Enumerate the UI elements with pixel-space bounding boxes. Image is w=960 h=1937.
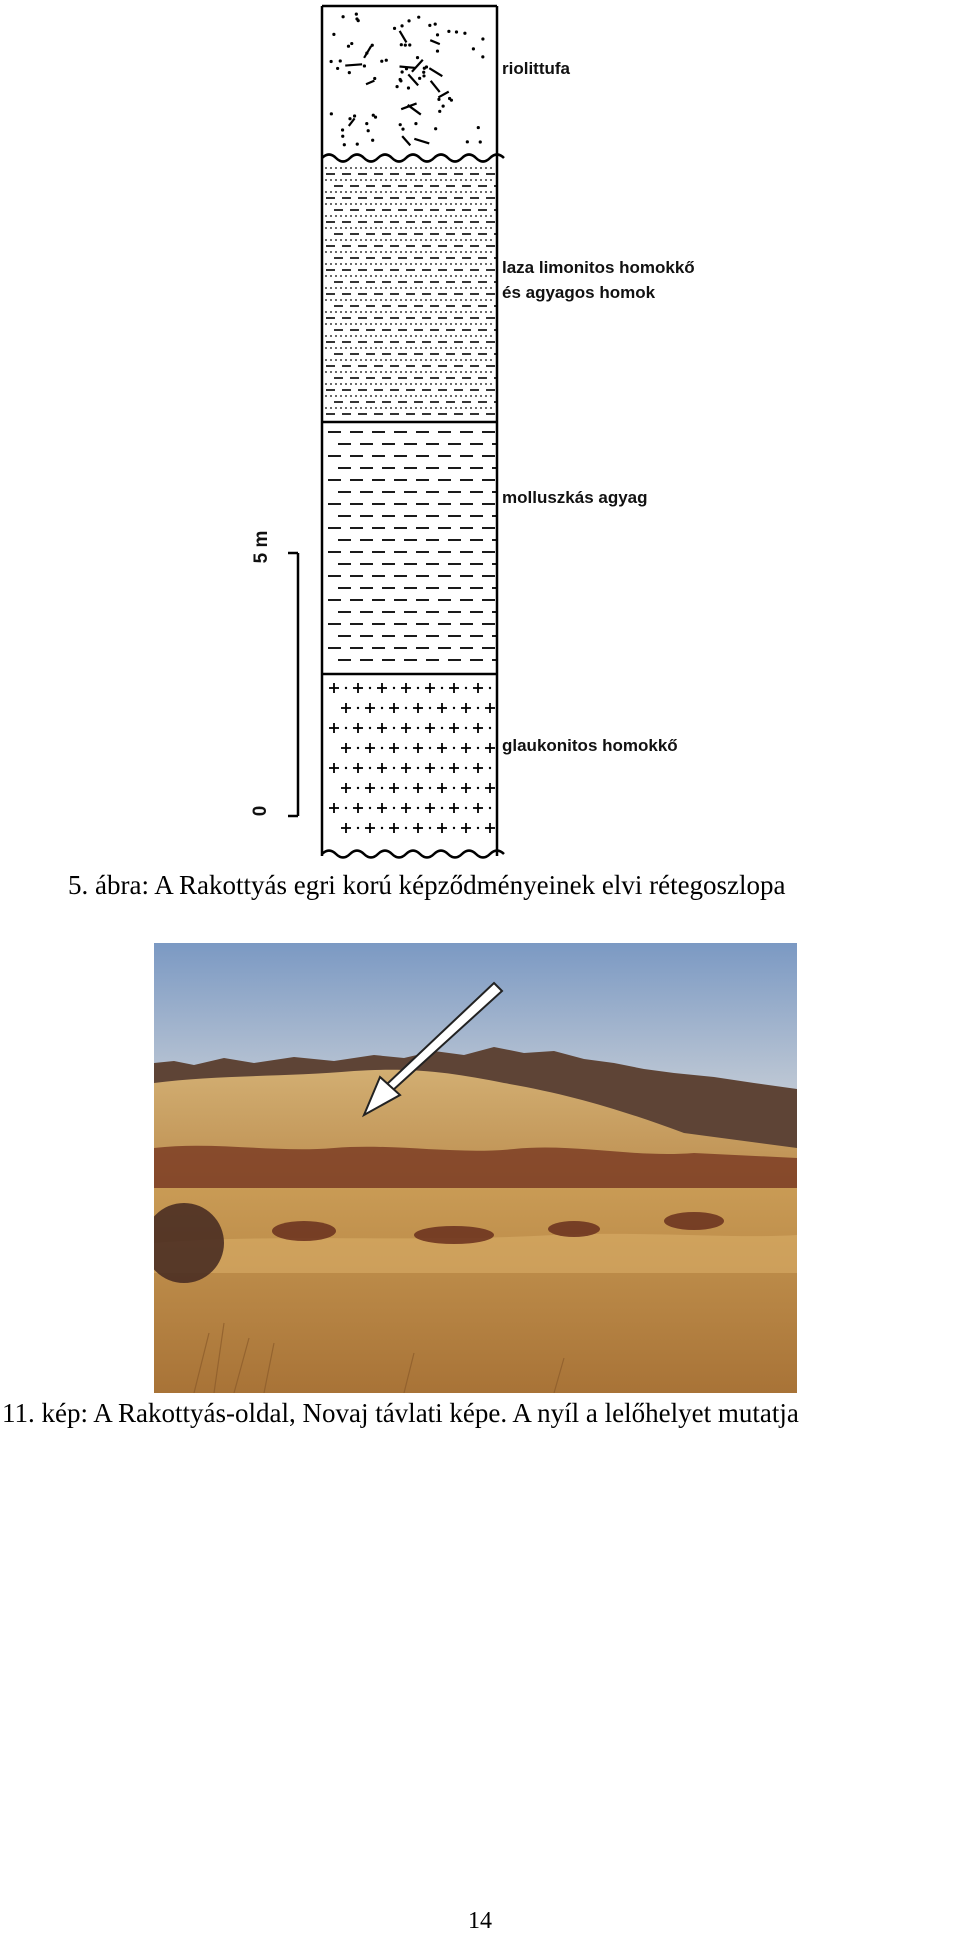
- scale-label-bottom: 0: [250, 805, 271, 817]
- layer-label-sand-line2: és agyagos homok: [502, 283, 656, 302]
- photo-caption: 11. kép: A Rakottyás-oldal, Novaj távlati képe. A nyíl a lelőhelyet mutatja: [2, 1398, 799, 1428]
- layer-label-molluszkas-agyag: molluszkás agyag: [502, 488, 648, 507]
- page-number: 14: [468, 1908, 492, 1934]
- layer-glaukonitos-homokko: [329, 683, 503, 833]
- figure-caption: 5. ábra: A Rakottyás egri korú képződményeinek elvi rétegoszlopa: [68, 870, 786, 900]
- landscape-photo-drawing: [154, 943, 797, 1393]
- layer-riolittufa: [330, 13, 485, 147]
- unconformity-boundary-base: [322, 851, 504, 858]
- scale-label-top: 5 m: [251, 530, 272, 564]
- stratigraphic-column-figure: [0, 0, 960, 870]
- layer-molluszkas-agyag: [328, 432, 505, 660]
- layer-label-glaukonitos-homokko: glaukonitos homokkő: [502, 736, 678, 755]
- landscape-photo: [154, 943, 797, 1393]
- layer-label-sand-line1: laza limonitos homokkő: [502, 258, 695, 277]
- layer-laza-limonitos-homokko: [325, 167, 503, 414]
- unconformity-boundary-top: [322, 155, 504, 162]
- layer-label-riolittufa: riolittufa: [502, 59, 570, 78]
